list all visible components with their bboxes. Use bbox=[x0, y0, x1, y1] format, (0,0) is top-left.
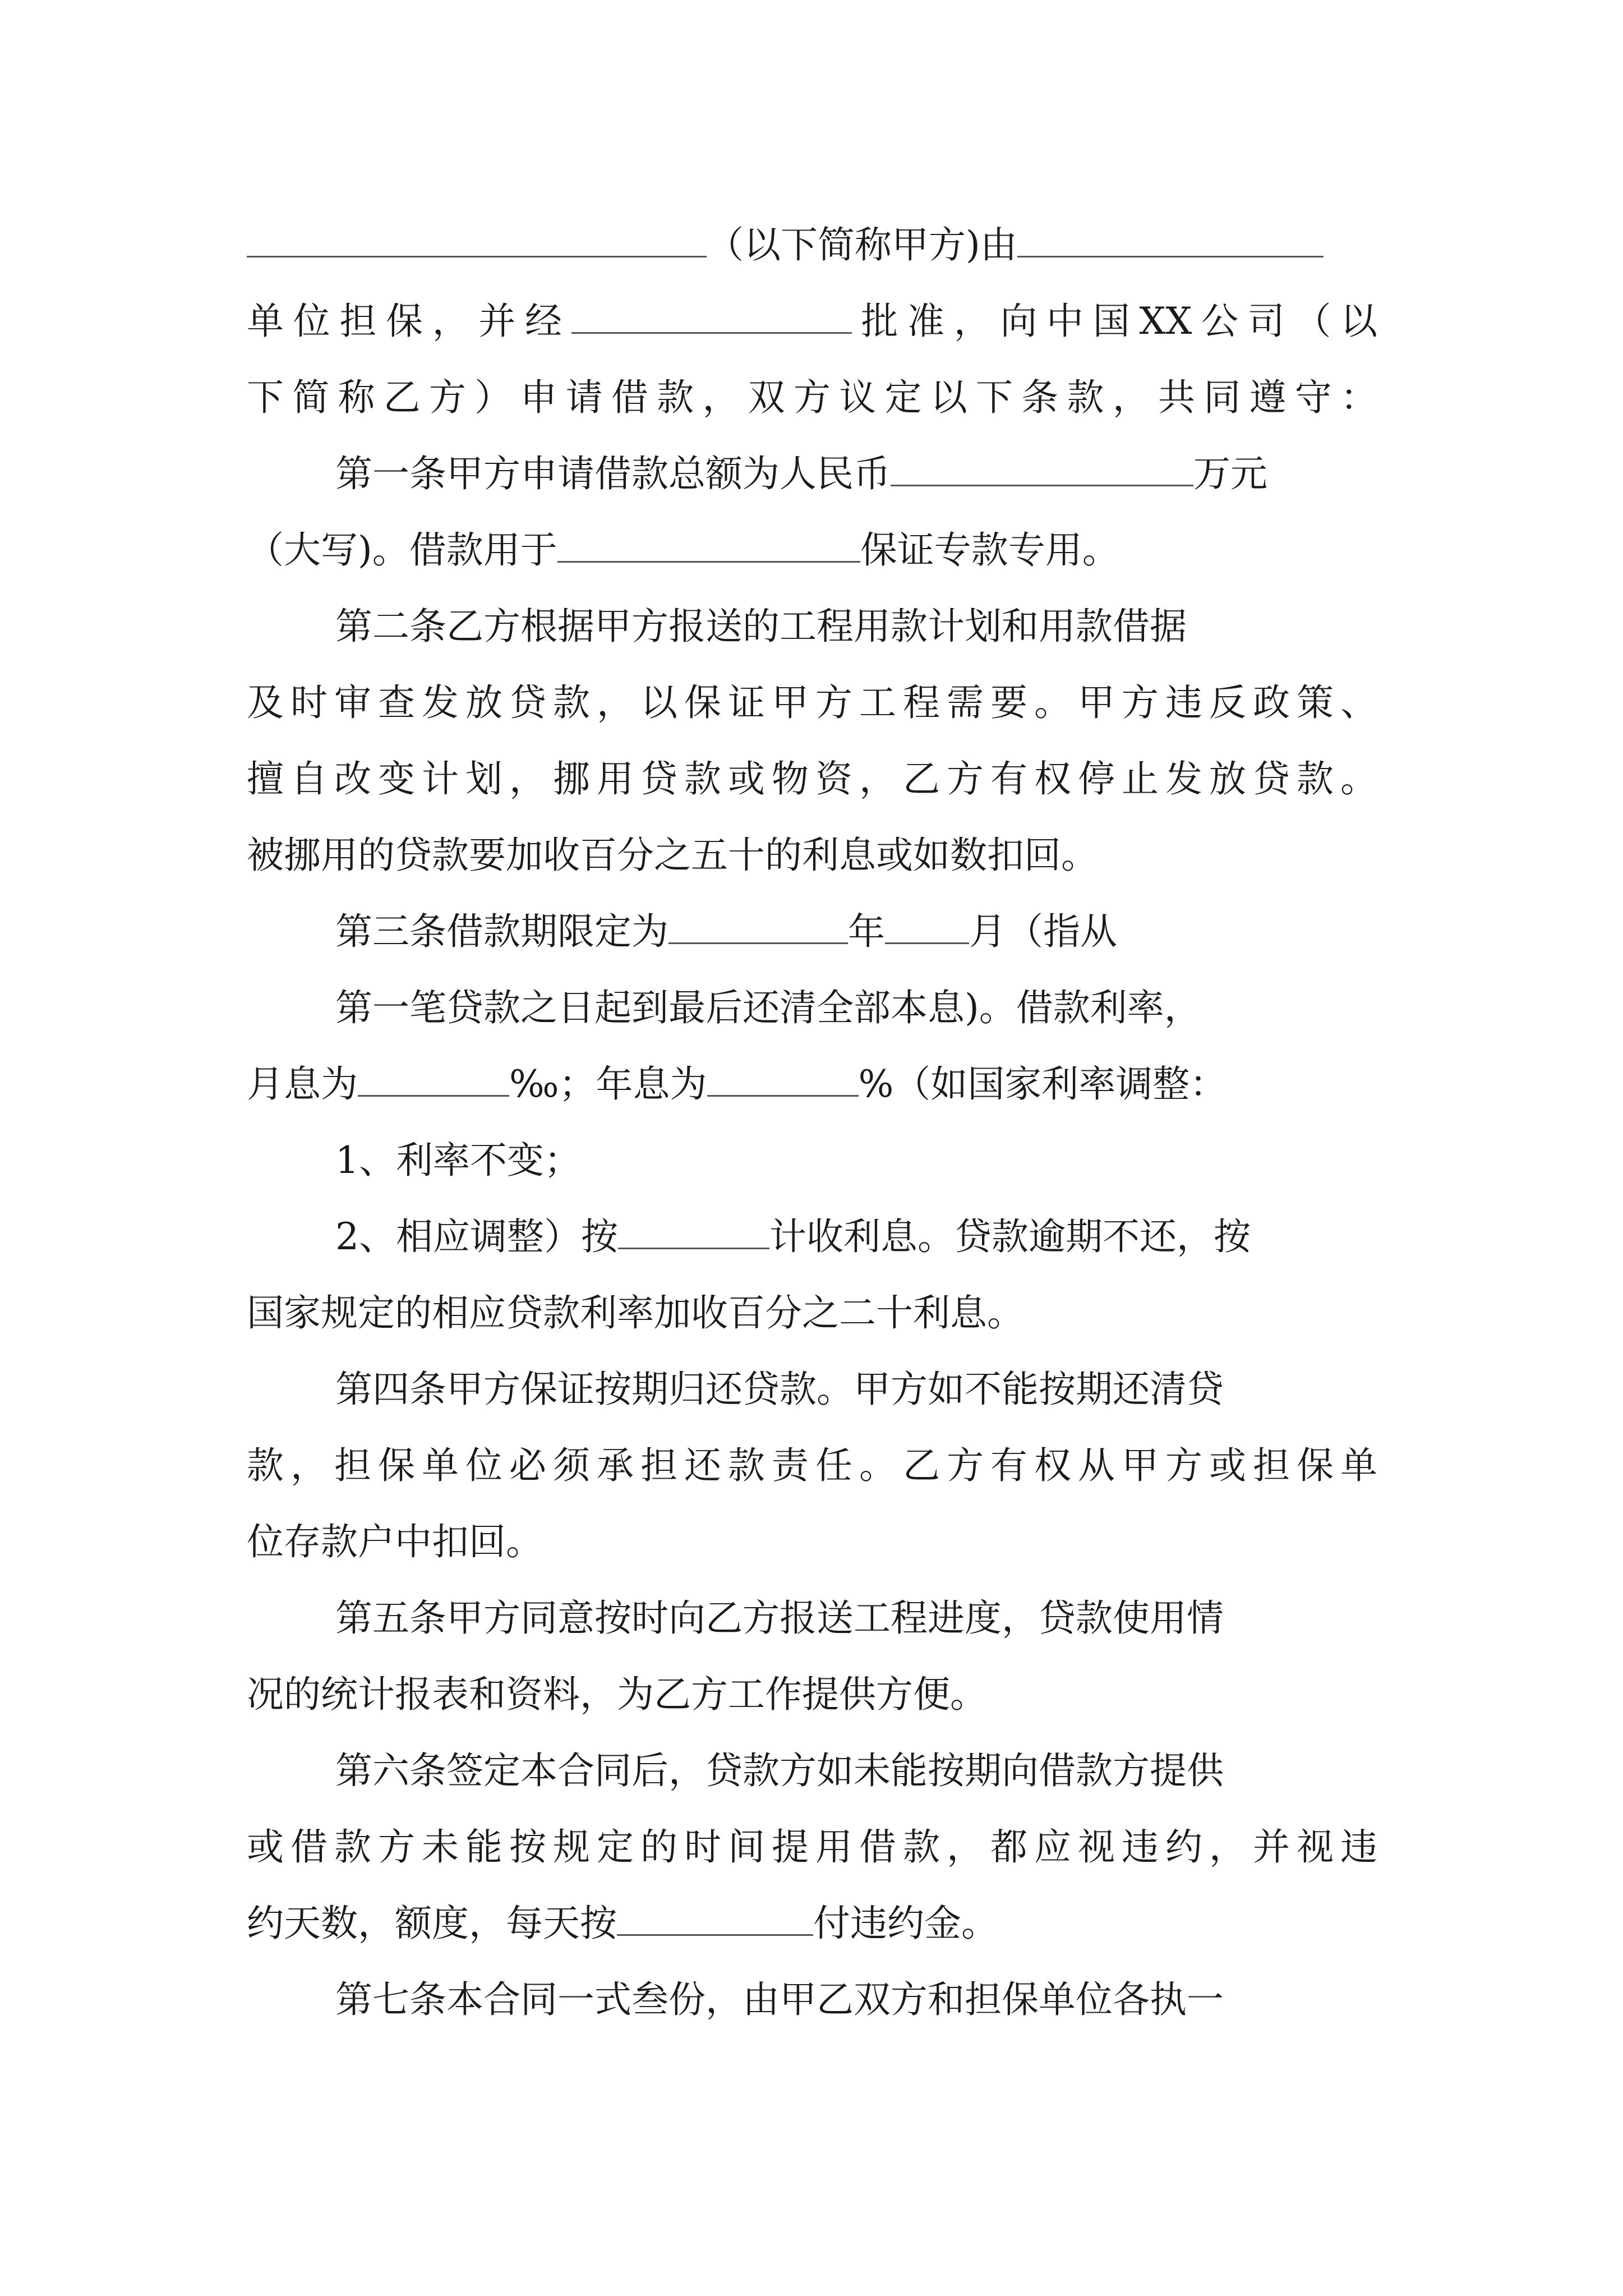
line-text: %（如国家利率调整： bbox=[858, 1062, 1227, 1106]
article-4-heading bbox=[335, 1364, 1224, 1415]
paragraph-line bbox=[247, 296, 1377, 347]
loan-amount-blank[interactable] bbox=[891, 452, 1193, 486]
paragraph-line bbox=[247, 830, 1098, 881]
line-text: 第四条甲方保证按期归还贷款。甲方如不能按期还清贷 bbox=[335, 1368, 1224, 1411]
penalty-amount-blank[interactable] bbox=[617, 1902, 813, 1936]
paragraph-line bbox=[247, 1517, 543, 1567]
borrower-name-blank[interactable] bbox=[247, 223, 707, 257]
paragraph-line bbox=[247, 1441, 1377, 1491]
interest-basis-blank[interactable] bbox=[618, 1215, 769, 1249]
article-3-heading bbox=[335, 907, 1117, 957]
paragraph-line bbox=[247, 754, 1377, 804]
line-text: （大写)。借款用于 bbox=[247, 528, 557, 572]
loan-purpose-blank[interactable] bbox=[557, 528, 860, 563]
annual-rate-blank[interactable] bbox=[707, 1062, 859, 1097]
list-item bbox=[335, 1212, 1251, 1262]
line-text: 况的统计报表和资料，为乙方工作提供方便。 bbox=[247, 1673, 987, 1716]
loan-term-months-blank[interactable] bbox=[885, 910, 969, 944]
line-text: 下简称乙方）申请借款，双方议定以下条款，共同遵守： bbox=[247, 376, 1377, 419]
paragraph-line bbox=[247, 1288, 1024, 1338]
line-text: 万元 bbox=[1193, 452, 1267, 495]
line-text: 月（指从 bbox=[969, 910, 1117, 953]
article-7-heading bbox=[335, 1975, 1224, 2025]
paragraph-line bbox=[247, 525, 1119, 576]
line-text: 第五条甲方同意按时向乙方报送工程进度，贷款使用情 bbox=[335, 1596, 1224, 1640]
line-text: 或借款方未能按规定的时间提用借款，都应视违约，并视违 bbox=[247, 1825, 1377, 1869]
line-text: 单位担保，并经 bbox=[247, 300, 571, 343]
line-text: 国家规定的相应贷款利率加收百分之二十利息。 bbox=[247, 1291, 1024, 1335]
line-text: 第二条乙方根据甲方报送的工程用款计划和用款借据 bbox=[335, 605, 1187, 648]
line-text: 约天数，额度，每天按 bbox=[247, 1902, 617, 1945]
line-text: 第六条签定本合同后，贷款方如未能按期向借款方提供 bbox=[335, 1749, 1224, 1792]
paragraph-line bbox=[247, 372, 1377, 423]
paragraph-line bbox=[247, 1669, 987, 1720]
article-5-heading bbox=[335, 1593, 1224, 1644]
line-text: 1、利率不变； bbox=[335, 1139, 581, 1182]
paragraph-line bbox=[247, 1898, 998, 1949]
article-1-heading bbox=[335, 449, 1267, 499]
list-item bbox=[335, 1135, 581, 1186]
line-text: （以下简称甲方)由 bbox=[707, 223, 1017, 266]
guarantor-name-blank[interactable] bbox=[1017, 223, 1324, 257]
line-text: ‰；年息为 bbox=[509, 1062, 707, 1106]
line-text: 被挪用的贷款要加收百分之五十的利息或如数扣回。 bbox=[247, 834, 1098, 877]
line-text: 第一笔贷款之日起到最后还清全部本息)。借款利率， bbox=[335, 986, 1201, 1029]
line-text: 付违约金。 bbox=[813, 1902, 998, 1945]
paragraph-line bbox=[247, 220, 1324, 270]
article-2-heading bbox=[335, 601, 1187, 652]
paragraph-line bbox=[247, 678, 1377, 728]
line-text: 位存款户中扣回。 bbox=[247, 1520, 543, 1563]
line-text: 第七条本合同一式叁份，由甲乙双方和担保单位各执一 bbox=[335, 1978, 1224, 2021]
line-text: 计收利息。贷款逾期不还，按 bbox=[769, 1215, 1251, 1258]
line-text: 及时审查发放贷款，以保证甲方工程需要。甲方违反政策、 bbox=[247, 681, 1377, 724]
paragraph-line bbox=[247, 1059, 1227, 1110]
line-text: 年 bbox=[848, 910, 885, 953]
line-text: 第三条借款期限定为 bbox=[335, 910, 668, 953]
line-text: 批准，向中国XX公司（以 bbox=[851, 300, 1378, 343]
monthly-rate-blank[interactable] bbox=[358, 1062, 509, 1097]
approver-blank[interactable] bbox=[571, 300, 852, 334]
loan-term-years-blank[interactable] bbox=[668, 910, 848, 944]
line-text: 月息为 bbox=[247, 1062, 358, 1106]
line-text: 2、相应调整）按 bbox=[335, 1215, 618, 1258]
paragraph-line bbox=[247, 1822, 1377, 1872]
line-text: 擅自改变计划，挪用贷款或物资，乙方有权停止发放贷款。 bbox=[247, 757, 1377, 800]
line-text: 保证专款专用。 bbox=[860, 528, 1119, 572]
line-text: 款，担保单位必须承担还款责任。乙方有权从甲方或担保单 bbox=[247, 1444, 1377, 1487]
article-6-heading bbox=[335, 1746, 1224, 1796]
paragraph-line bbox=[335, 983, 1201, 1033]
line-text: 第一条甲方申请借款总额为人民币 bbox=[335, 452, 891, 495]
